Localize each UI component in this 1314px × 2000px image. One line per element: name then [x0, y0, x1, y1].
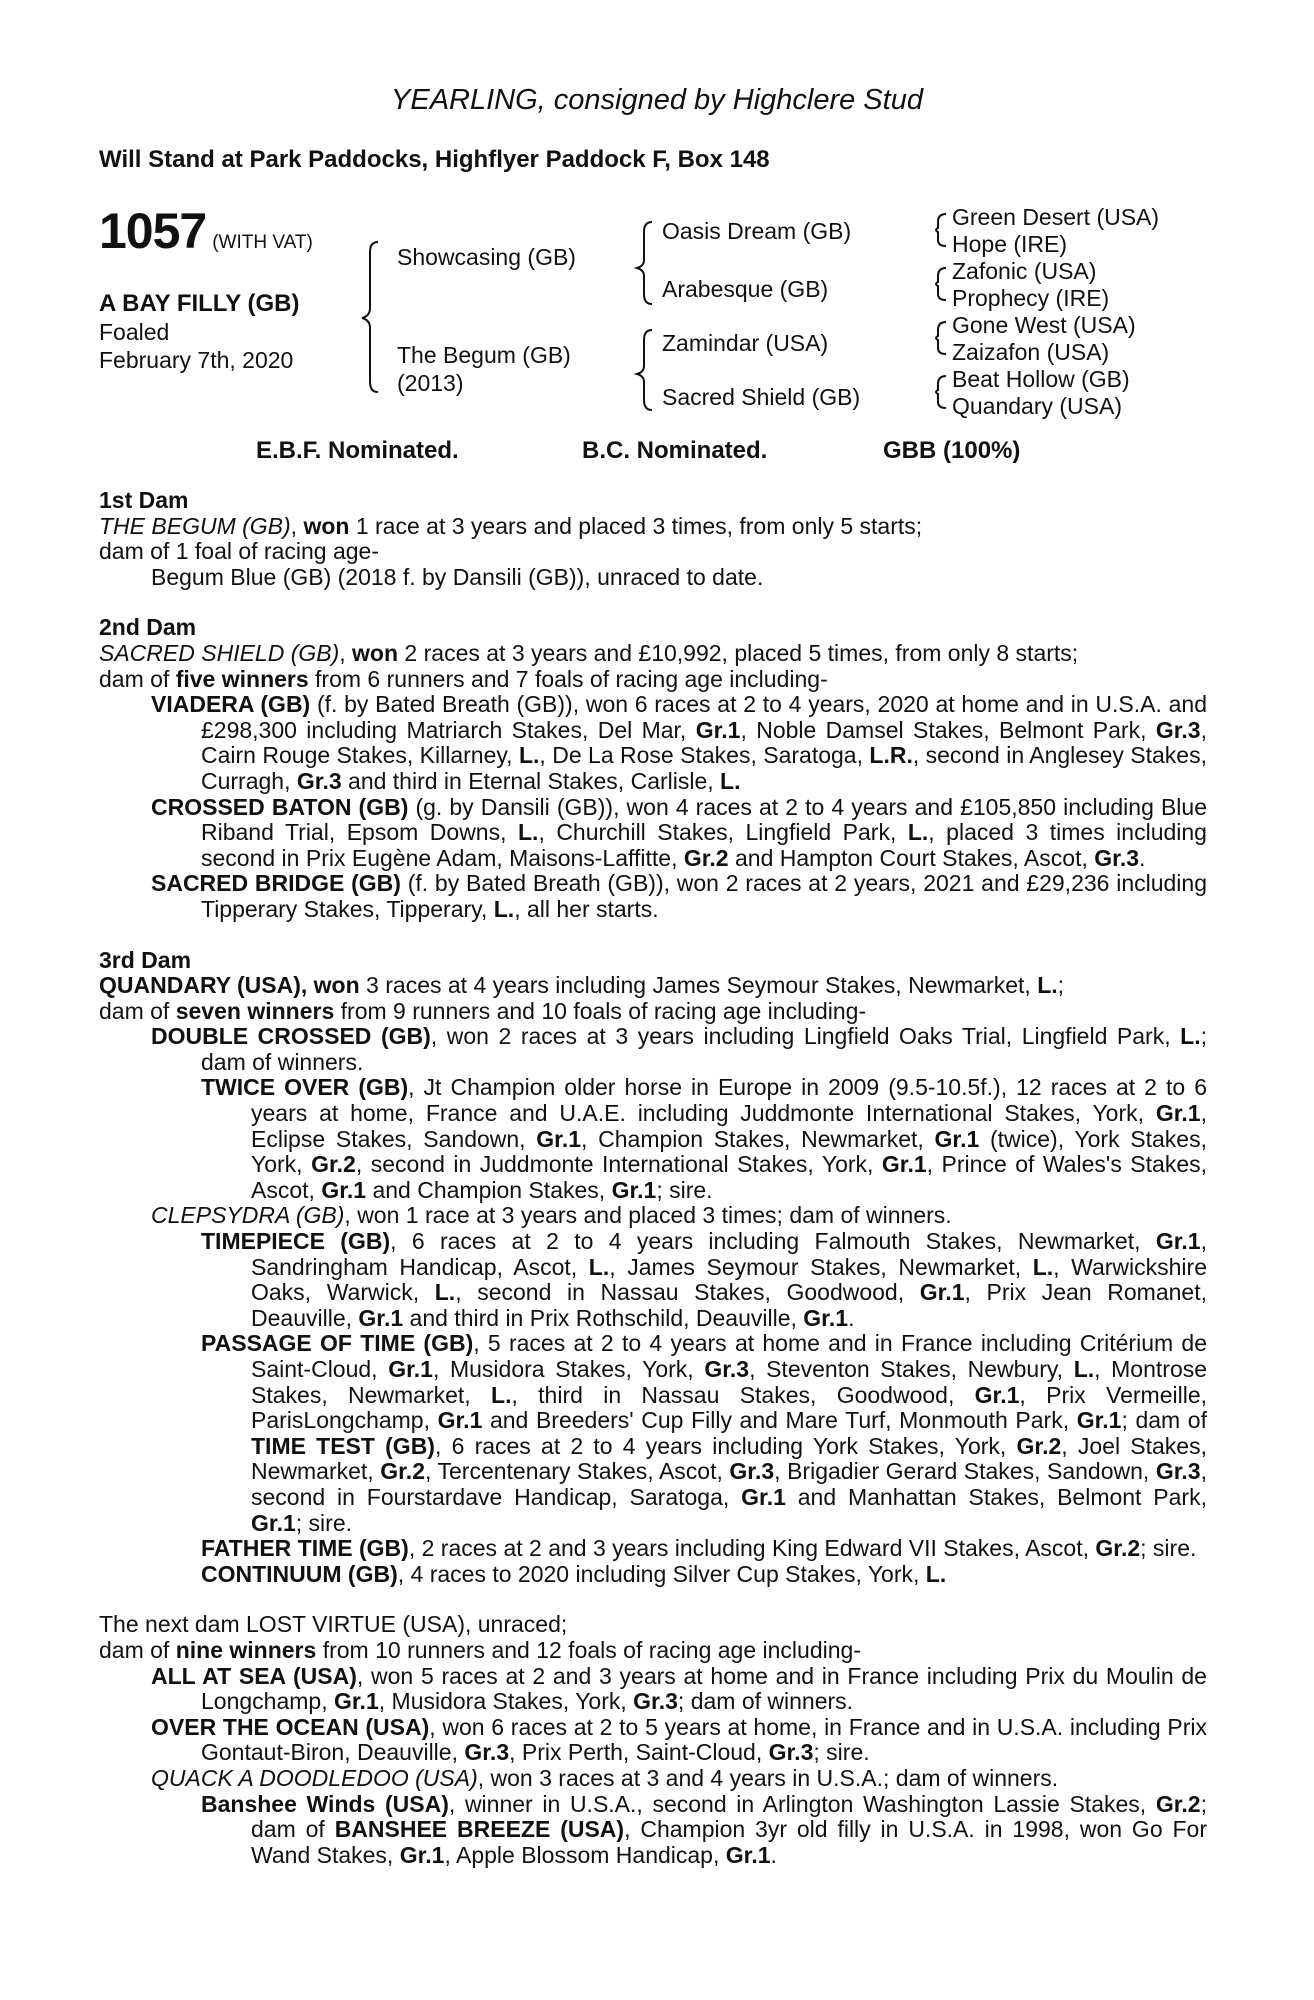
gbb-note: GBB (100%) — [883, 437, 1021, 464]
grandsire-4: Prophecy (IRE) — [952, 285, 1110, 311]
produce-twice-over: TWICE OVER (GB), Jt Champion older horse in Europe in 2009 (9.5-10.5f.), 12 races at 2 to 6 years at home, France and U.A.E. including Juddmonte International Stakes, York, Gr.1, Eclipse Stakes, Sandown, Gr.1, Champion Stakes, Newmarket, Gr.1 (twice), York Stakes, York, Gr.2, second in Juddmonte International Stakes, York, Gr.1, Prince of Wales's Stakes, Ascot, Gr.1 and Champion Stakes, Gr.1; sire. — [201, 1074, 1208, 1203]
produce-timepiece: TIMEPIECE (GB), 6 races at 2 to 4 years including Falmouth Stakes, Newmarket, Gr.1, Sandringham Handicap, Ascot, L., James Seymour Stakes, Newmarket, L., Warwickshire Oaks, Warwick, L., second in Nassau Stakes, Goodwood, Gr.1, Prix Jean Romanet, Deauville, Gr.1 and third in Prix Rothschild, Deauville, Gr.1. — [201, 1228, 1207, 1331]
grandsire-5: Gone West (USA) — [952, 312, 1136, 338]
sire-dam: Arabesque (GB) — [662, 276, 829, 302]
next-dam-line: The next dam LOST VIRTUE (USA), unraced; — [99, 1611, 568, 1638]
produce-passage-of-time: PASSAGE OF TIME (GB), 5 races at 2 to 4 years at home and in France including Critérium de Saint-Cloud, Gr.1, Musidora Stakes, York, Gr.3, Steventon Stakes, Newbury, L., Montrose Stakes, Newmarket, L., third in Nassau Stakes, Goodwood, Gr.1, Prix Vermeille, ParisLongchamp, Gr.1 and Breeders' Cup Filly and Mare Turf, Monmouth Park, Gr.1; dam of TIME TEST (GB), 6 races at 2 to 4 years including York Stakes, York, Gr.2, Joel Stakes, Newmarket, Gr.2, Tercentenary Stakes, Ascot, Gr.3, Brigadier Gerard Stakes, Sandown, Gr.3, second in Fourstardave Handicap, Saratoga, Gr.1 and Manhattan Stakes, Belmont Park, Gr.1; sire. — [201, 1330, 1208, 1536]
produce-clepsydra: CLEPSYDRA (GB), won 1 race at 3 years and placed 3 times; dam of winners. — [151, 1202, 952, 1229]
dam-sire: Zamindar (USA) — [662, 330, 829, 356]
third-dam-line: QUANDARY (USA), won 3 races at 4 years including James Seymour Stakes, Newmarket, L.; — [99, 972, 1065, 999]
vat-note: (WITH VAT) — [212, 232, 313, 253]
grandsire-3: Zafonic (USA) — [952, 258, 1097, 284]
produce-all-at-sea: ALL AT SEA (USA), won 5 races at 2 and 3 years at home and in France including Prix du Moulin de Longchamp, Gr.1, Musidora Stakes, York, Gr.3; dam of winners. — [151, 1662, 1207, 1715]
first-dam-heading: 1st Dam — [99, 487, 189, 513]
second-dam-line: SACRED SHIELD (GB), won 2 races at 3 years and £10,992, placed 5 times, from only 8 starts; — [99, 639, 1079, 666]
sire-sire: Oasis Dream (GB) — [662, 218, 852, 244]
sire: Showcasing (GB) — [397, 244, 576, 270]
grandsire-7: Beat Hollow (GB) — [952, 366, 1130, 392]
third-dam-heading: 3rd Dam — [99, 946, 192, 973]
first-dam-foal: Begum Blue (GB) (2018 f. by Dansili (GB)), unraced to date. — [151, 563, 764, 590]
produce-banshee-winds: Banshee Winds (USA), winner in U.S.A., second in Arlington Washington Lassie Stakes, Gr.2; dam of BANSHEE BREEZE (USA), Champion 3yr old filly in U.S.A. in 1998, won Go For Wand Stakes, Gr.1, Apple Blossom Handicap, Gr.1. — [201, 1790, 1207, 1868]
first-dam-line: THE BEGUM (GB), won 1 race at 3 years and placed 3 times, from only 5 starts; — [99, 512, 923, 539]
produce-crossed-baton: CROSSED BATON (GB) (g. by Dansili (GB)), won 4 races at 2 to 4 years and £105,850 including Blue Riband Trial, Epsom Downs, L., Churchill Stakes, Lingfield Park, L., placed 3 times including second in Prix Eugène Adam, Maisons-Laffitte, Gr.2 and Hampton Court Stakes, Ascot, Gr.3. — [151, 793, 1207, 871]
next-dam-produce-line: dam of nine winners from 10 runners and 12 foals of racing age including- — [99, 1636, 861, 1663]
dam-dam: Sacred Shield (GB) — [662, 384, 861, 410]
third-dam-produce-line: dam of seven winners from 9 runners and 10 foals of racing age including- — [99, 997, 867, 1024]
first-dam-produce-line: dam of 1 foal of racing age- — [99, 538, 379, 565]
produce-father-time: FATHER TIME (GB), 2 races at 2 and 3 years including King Edward VII Stakes, Ascot, Gr.2; sire. — [201, 1535, 1197, 1562]
produce-sacred-bridge: SACRED BRIDGE (GB) (f. by Bated Breath (GB)), won 2 races at 2 years, 2021 and £29,236 including Tipperary Stakes, Tipperary, L., all her starts. — [151, 870, 1207, 922]
ebf-nomination: E.B.F. Nominated. — [256, 437, 459, 464]
pedigree-notes — [99, 488, 1207, 1868]
page-title: YEARLING, consigned by Highclere Stud — [391, 84, 923, 116]
produce-quack-a-doodledoo: QUACK A DOODLEDOO (USA), won 3 races at 3 and 4 years in U.S.A.; dam of winners. — [151, 1764, 1059, 1791]
lot-number: 1057 (WITH VAT) — [99, 203, 313, 259]
grandsire-1: Green Desert (USA) — [952, 204, 1160, 230]
second-dam-produce-line: dam of five winners from 6 runners and 7 foals of racing age including- — [99, 665, 828, 692]
produce-double-crossed: DOUBLE CROSSED (GB), won 2 races at 3 years including Lingfield Oaks Trial, Lingfield Park, L.; dam of winners. — [151, 1023, 1208, 1075]
stable-location: Will Stand at Park Paddocks, Highflyer Paddock F, Box 148 — [99, 146, 770, 173]
bc-nomination: B.C. Nominated. — [582, 437, 768, 464]
grandsire-8: Quandary (USA) — [952, 393, 1123, 419]
produce-viadera: VIADERA (GB) (f. by Bated Breath (GB)), won 6 races at 2 to 4 years, 2020 at home and in U.S.A. and £298,300 including Matriarch Stakes, Del Mar, Gr.1, Noble Damsel Stakes, Belmont Park, Gr.3, Cairn Rouge Stakes, Killarney, L., De La Rose Stakes, Saratoga, L.R., second in Anglesey Stakes, Curragh, Gr.3 and third in Eternal Stakes, Carlisle, L. — [151, 691, 1207, 794]
foaled-label: Foaled — [99, 319, 170, 345]
second-dam-heading: 2nd Dam — [99, 614, 197, 641]
produce-over-the-ocean: OVER THE OCEAN (USA), won 6 races at 2 to 5 years at home, in France and in U.S.A. including Prix Gontaut-Biron, Deauville, Gr.3, Prix Perth, Saint-Cloud, Gr.3; sire. — [151, 1713, 1207, 1766]
produce-continuum: CONTINUUM (GB), 4 races to 2020 including Silver Cup Stakes, York, L. — [201, 1560, 947, 1587]
lot-description: A BAY FILLY (GB) — [99, 290, 300, 317]
grandsire-6: Zaizafon (USA) — [952, 339, 1110, 365]
foaled-date: February 7th, 2020 — [99, 347, 294, 373]
dam-year: (2013) — [397, 370, 464, 396]
grandsire-2: Hope (IRE) — [952, 231, 1068, 257]
dam: The Begum (GB) — [397, 342, 571, 368]
